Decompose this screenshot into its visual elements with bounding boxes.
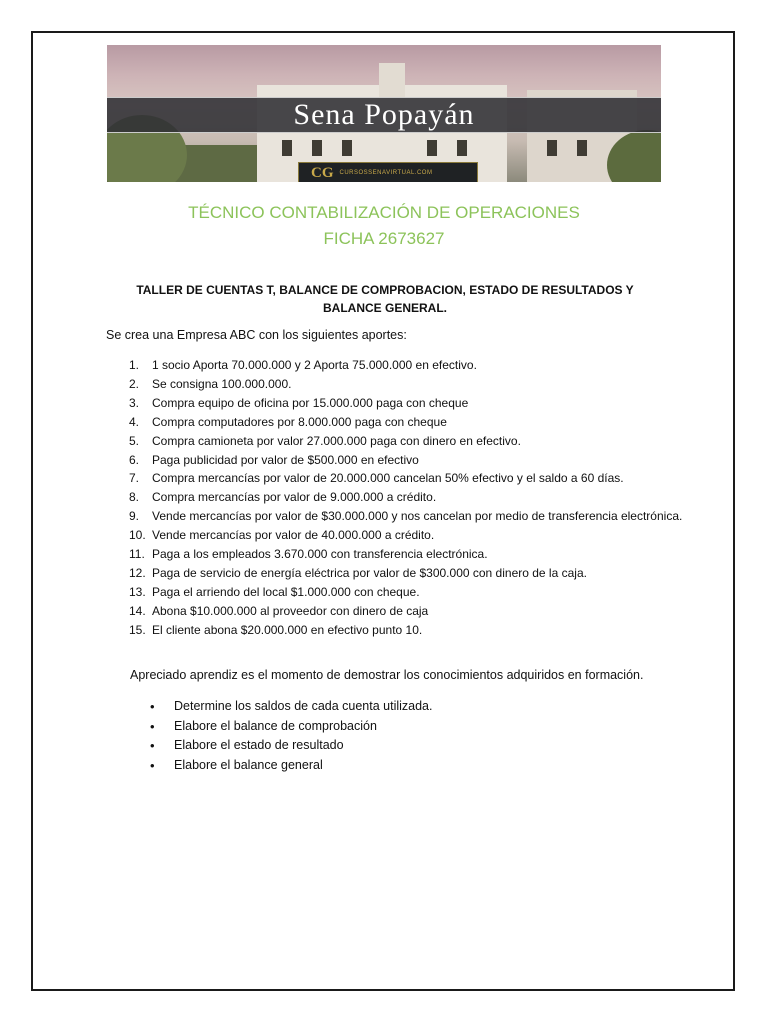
- list-item: 13. Paga el arriendo del local $1.000.000 con cheque.: [129, 584, 420, 599]
- list-item: 11. Paga a los empleados 3.670.000 con transferencia electrónica.: [129, 547, 488, 562]
- ficha-number: FICHA 2673627: [323, 229, 445, 248]
- task-item: • Elabore el estado de resultado: [150, 736, 432, 756]
- list-item: 1. 1 socio Aporta 70.000.000 y 2 Aporta 75.000.000 en efectivo.: [129, 358, 477, 372]
- list-item: 5. Compra camioneta por valor 27.000.000 paga con dinero en efectivo.: [129, 433, 521, 448]
- list-item: 2. Se consigna 100.000.000.: [129, 376, 292, 391]
- tasks-list: [150, 697, 432, 775]
- program-title: TÉCNICO CONTABILIZACIÓN DE OPERACIONES: [188, 203, 580, 222]
- logo-mark: CG: [311, 164, 334, 181]
- list-item: 8. Compra mercancías por valor de 9.000.000 a crédito.: [129, 490, 437, 505]
- list-item: 4. Compra computadores por 8.000.000 paga con cheque: [129, 414, 447, 429]
- task-item: • Elabore el balance general: [150, 756, 432, 776]
- list-item: 6. Paga publicidad por valor de $500.000 en efectivo: [129, 452, 419, 467]
- intro-text: Se crea una Empresa ABC con los siguientes aportes:: [106, 328, 407, 342]
- list-item: 7. Compra mercancías por valor de 20.000.000 cancelan 50% efectivo y el saldo a 60 días.: [129, 471, 624, 486]
- list-item: 12. Paga de servicio de energía eléctrica por valor de $300.000 con dinero de la caja.: [129, 565, 587, 580]
- transactions-list: [108, 356, 688, 640]
- list-item: 14. Abona $10.000.000 al proveedor con dinero de caja: [129, 603, 429, 618]
- task-item: • Elabore el balance de comprobación: [150, 717, 432, 737]
- task-item: • Determine los saldos de cada cuenta utilizada.: [150, 697, 432, 717]
- workshop-title: TALLER DE CUENTAS T, BALANCE DE COMPROBACION, ESTADO DE RESULTADOS Y BALANCE GENERAL.: [136, 283, 634, 315]
- list-item: 3. Compra equipo de oficina por 15.000.000 paga con cheque: [129, 395, 469, 410]
- header-banner-image: [107, 45, 661, 182]
- banner-title-band: [107, 97, 661, 133]
- closing-text: Apreciado aprendiz es el momento de demostrar los conocimientos adquiridos en formación.: [130, 668, 644, 682]
- list-item: 9. Vende mercancías por valor de $30.000.000 y nos cancelan por medio de transferencia electrónica.: [129, 509, 683, 524]
- list-item: 10. Vende mercancías por valor de 40.000.000 a crédito.: [129, 528, 435, 543]
- banner-title: Sena Popayán: [293, 98, 475, 131]
- banner-logo: [298, 162, 478, 182]
- list-item: 15. El cliente abona $20.000.000 en efectivo punto 10.: [129, 622, 423, 637]
- logo-text: CURSOSSENAVIRTUAL.COM: [339, 170, 433, 176]
